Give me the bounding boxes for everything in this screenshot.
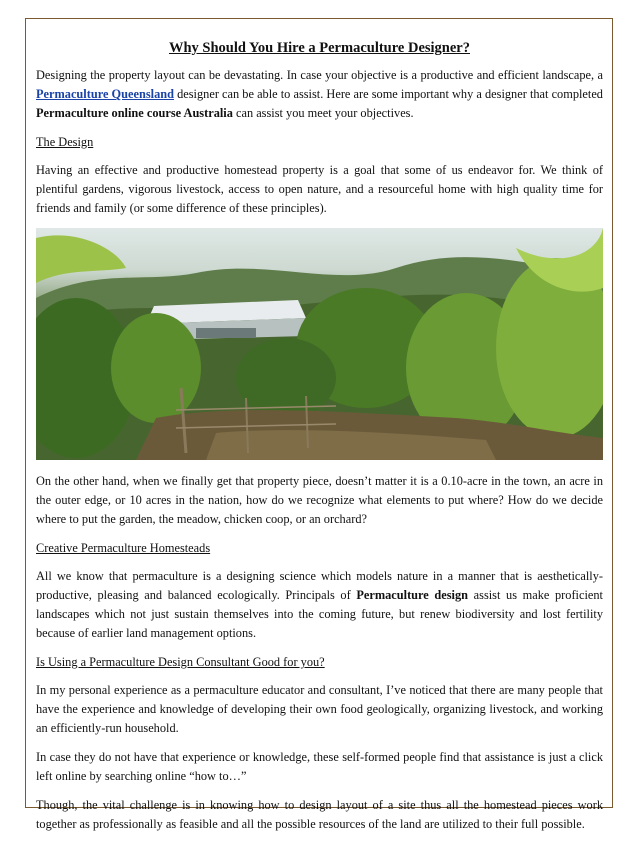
creative-bold-text: Permaculture design [356,588,469,602]
intro-paragraph [36,66,603,123]
permaculture-queensland-link[interactable]: Permaculture Queensland [36,87,174,101]
design-heading: The Design [36,135,94,149]
document-body [36,39,603,844]
garden-photo [36,228,603,460]
creative-heading: Creative Permaculture Homesteads [36,541,211,555]
design-paragraph: Having an effective and productive homestead property is a goal that some of us endeavor for. We think of plentiful gardens, vigorous livestock, access to open nature, and a resourceful home with high quality time for friends and family (or some difference of these principles). [36,163,603,215]
consultant-paragraph-3: Though, the vital challenge is in knowing how to design layout of a site thus all the homestead pieces work together as professionally as feasible and all the possible resources of the land are utilized to their full possible. [36,798,603,831]
intro-bold-text: Permaculture online course Australia [36,106,233,120]
intro-text-1: Designing the property layout can be devastating. In case your objective is a productive and efficient landscape, a [36,68,603,82]
page-border [25,18,613,831]
page-title: Why Should You Hire a Permaculture Designer? [168,40,470,56]
creative-text-1: All we know that permaculture is a designing science which models nature in a manner that is aesthetically-productive, pleasing and balanced ecologically. Principals of [36,569,603,602]
consultant-heading: Is Using a Permaculture Design Consultant Good for you? [36,655,325,669]
creative-paragraph [36,567,603,643]
consultant-paragraph-1: In my personal experience as a permaculture educator and consultant, I’ve noticed that there are many people that have the experience and knowledge of developing their own food geologically, organizing livestock, and working an efficiently-run household. [36,683,603,735]
after-image-paragraph: On the other hand, when we finally get that property piece, doesn’t matter it is a 0.10-acre in the town, an acre in the outer edge, or 10 acres in the nation, how do we recognize what elements to put where? How do we decide where to put the garden, the meadow, chicken coop, or an orchard? [36,474,603,526]
intro-text-3: can assist you meet your objectives. [232,106,414,120]
consultant-paragraph-2: In case they do not have that experience or knowledge, these self-formed people find that assistance is just a click left online by searching online “how to…” [36,750,603,783]
garden-photo-illustration [36,228,603,460]
intro-text-2: designer can be able to assist. Here are some important why a designer that completed [173,87,603,101]
creative-text-2: assist us make proficient landscapes which not just sustain themselves into the coming future, but renew biodiversity and lost fertility because of earlier land management options. [36,588,603,640]
